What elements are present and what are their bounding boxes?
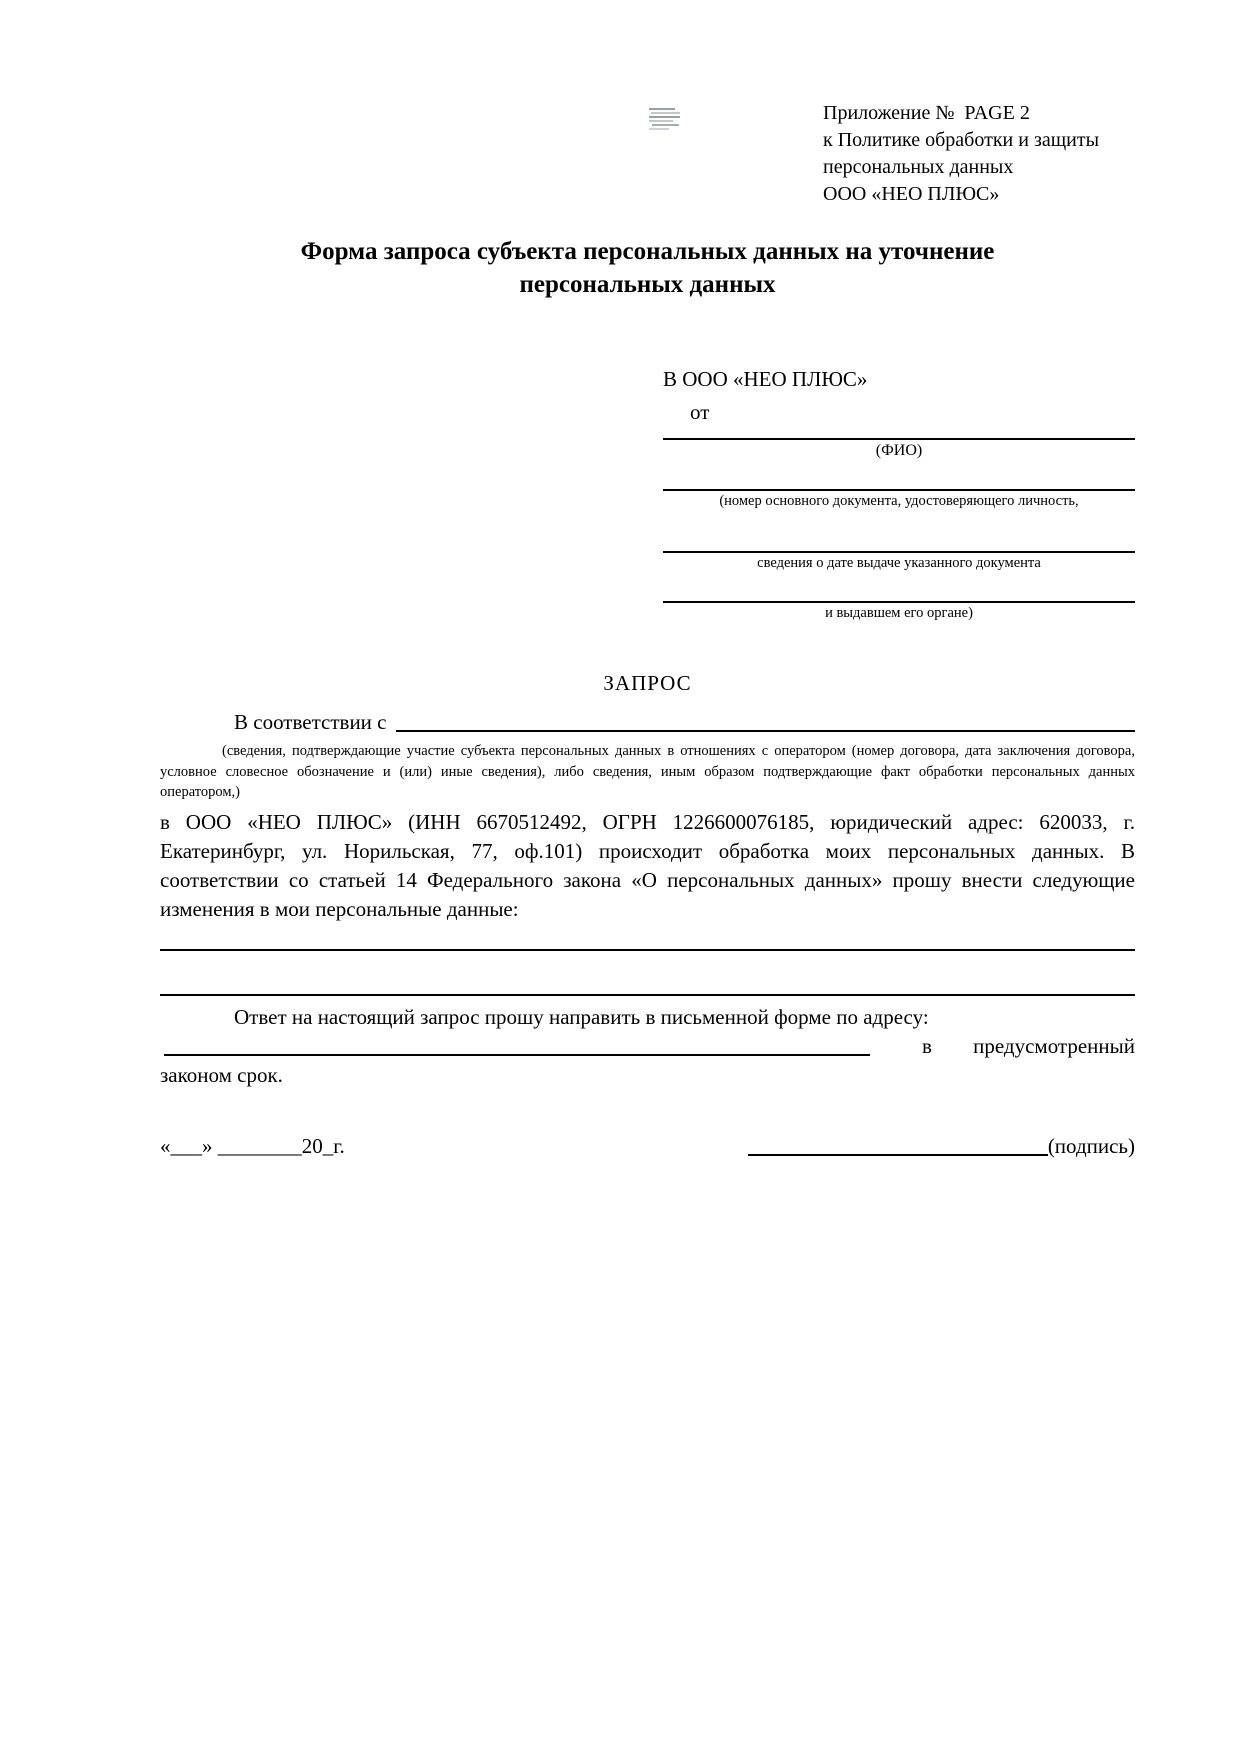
addressee-from-label: от	[690, 400, 710, 424]
issue-date-caption: сведения о дате выдаче указанного документа	[757, 555, 1041, 571]
issuing-authority-blank-line	[663, 573, 1135, 603]
policy-reference-line: к Политике обработки и защиты	[823, 129, 1100, 151]
issue-date-blank-line	[663, 511, 1135, 553]
changes-blank-line-2	[160, 951, 1135, 996]
fio-caption: (ФИО)	[875, 442, 923, 459]
fio-blank-line	[663, 426, 1135, 440]
addressee-to: В ООО «НЕО ПЛЮС»	[663, 367, 868, 391]
document-title-line-2: персональных данных	[519, 271, 776, 298]
signature-area	[748, 1132, 1135, 1161]
document-content	[160, 235, 1135, 1161]
embedded-lines-icon	[649, 107, 680, 130]
appendix-header-block	[823, 100, 1099, 208]
request-body-paragraph: в ООО «НЕО ПЛЮС» (ИНН 6670512492, ОГРН 1226600076185, юридический адрес: 620033, г. Екатеринбург, ул. Норильская, 77, оф.101) происходит обработка моих персональных данных. В соответствии со статьей 14 Федерального закона «О персональных данных» прошу внести следующие изменения в мои персональные данные:	[160, 809, 1135, 921]
basis-line	[160, 708, 1135, 737]
document-title	[225, 235, 1070, 301]
reply-suffix-text: в предусмотренный	[921, 1033, 1135, 1058]
document-number-caption: (номер основного документа, удостоверяющего личность,	[719, 493, 1079, 509]
addressee-block	[663, 365, 1135, 623]
date-blank-line: «___» ________20_г.	[160, 1133, 345, 1158]
basis-blank-line	[396, 708, 1136, 732]
signature-row	[160, 1132, 1135, 1161]
document-title-line-1: Форма запроса субъекта персональных данных на уточнение	[300, 238, 995, 265]
changes-blank-line-1	[160, 924, 1135, 951]
reply-term-line: законом срок.	[160, 1062, 283, 1087]
issuing-authority-caption: и выдавшем его органе)	[825, 605, 973, 621]
signature-caption: (подпись)	[1047, 1133, 1135, 1158]
reply-request-line: Ответ на настоящий запрос прошу направить в письменной форме по адресу:	[234, 1004, 929, 1029]
company-name-line: ООО «НЕО ПЛЮС»	[823, 183, 1000, 205]
request-heading: ЗАПРОС	[603, 671, 692, 695]
basis-fine-print: (сведения, подтверждающие участие субъекта персональных данных в отношениях с оператором (номер договора, дата заключения договора, условное словесное обозначение и (или) иные сведения), либо сведения, иным образом подтверждающие факт обработки персональных данных оператором,)	[160, 743, 1135, 800]
document-number-blank-line	[663, 461, 1135, 491]
signature-blank-line	[748, 1154, 1048, 1156]
policy-reference-line-2: персональных данных	[823, 156, 1014, 178]
reply-address-line	[160, 1032, 1135, 1061]
address-blank-line	[164, 1032, 870, 1056]
basis-prefix: В соответствии с	[234, 710, 387, 734]
appendix-number-line: Приложение № PAGE 2	[823, 102, 1030, 124]
